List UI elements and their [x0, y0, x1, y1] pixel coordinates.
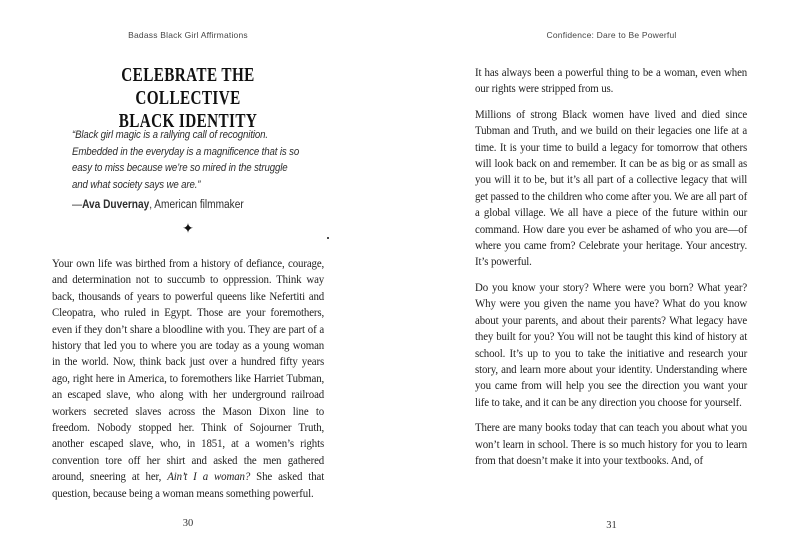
quote-attribution: [72, 199, 305, 211]
body-text-left: [52, 255, 324, 501]
paragraph: Do you know your story? Where were you born? What year? Why were you given the name you have? What do you know about your parents, and about their parents? What legacy have they built for you? You will not be taught this kind of history at school. It’s up to you to take the initiative and research your story, and learn more about your identity. Understanding where you came from will help you see the direction you want your life to take, and it can be any direction you choose for yourself.: [475, 279, 748, 409]
text-segment: —: [72, 199, 83, 211]
chapter-title-line-1: CELEBRATE THE COLLECTIVE: [121, 65, 255, 109]
text-segment: , American filmmaker: [149, 199, 244, 211]
text-segment: She asked that question, because being a woman means something powerful.: [52, 469, 325, 500]
running-header-right: Confidence: Dare to Be Powerful: [546, 30, 677, 40]
page-left: [52, 0, 324, 560]
sparkle-decoration: [52, 220, 324, 238]
chapter-title: [52, 64, 324, 133]
paragraph: Millions of strong Black women have lived and died since Tubman and Truth, and we build on their legacies one life at a time. It is your time to build a legacy for tomorrow that others will look back on and remember. It can be as big or as small as you will it to be, but it’s all part of a collective legacy that will get passed to the children who come after you. We are all part of a global village. We all have a piece of the future within our command. How dare you ever be ashamed of who you are—of where you came from? Celebrate your heritage. Your ancestry. It’s powerful.: [475, 106, 748, 269]
text-segment: Your own life was birthed from a history of defiance, courage, and determination not to succumb to oppression. Think way back, thousands of years to powerful queens like Nefertiti and Cleopatra, who ruled in Egypt. Those are your foremothers, even if they don’t share a bloodline with you. They are part of a history that led you to where you are today as a young woman in the world. Now, think back just over a hundred fifty years ago, right here in America, to foremothers like Harriet Tubman, an escaped slave, who along with her underground railroad workers secreted slaves across the Mason Dixon line to freedom. Nobody stopped her. Think of Sojourner Truth, another escaped slave, who, in 1851, at a women’s rights convention tore off her shirt and asked the men gathered around, sneering at her,: [52, 256, 325, 484]
running-header-left: Badass Black Girl Affirmations: [128, 30, 248, 40]
sparkle-dot-icon: [327, 237, 330, 240]
page-number-right: 31: [606, 520, 617, 531]
page-number-left: 30: [182, 518, 194, 529]
page-right: [475, 0, 748, 560]
text-segment: Ain’t I a woman?: [167, 469, 251, 484]
chapter-title-line-2: BLACK IDENTITY: [118, 111, 258, 132]
body-text-right: [475, 64, 747, 477]
epigraph-quote: “Black girl magic is a rallying call of recognition. Embedded in the everyday is a magnificence that is so easy to miss because we’re so mired in the struggle and what society says we are.”: [72, 129, 300, 191]
sparkle-icon: ✦: [182, 221, 194, 237]
paragraph: It has always been a powerful thing to be a woman, even when our rights were stripped from us.: [475, 65, 748, 96]
paragraph: There are many books today that can teach you about what you won’t learn in school. There is so much history for you to learn from that doesn’t make it into your textbooks. And, of: [475, 420, 748, 467]
text-segment: Ava Duvernay: [82, 199, 150, 211]
